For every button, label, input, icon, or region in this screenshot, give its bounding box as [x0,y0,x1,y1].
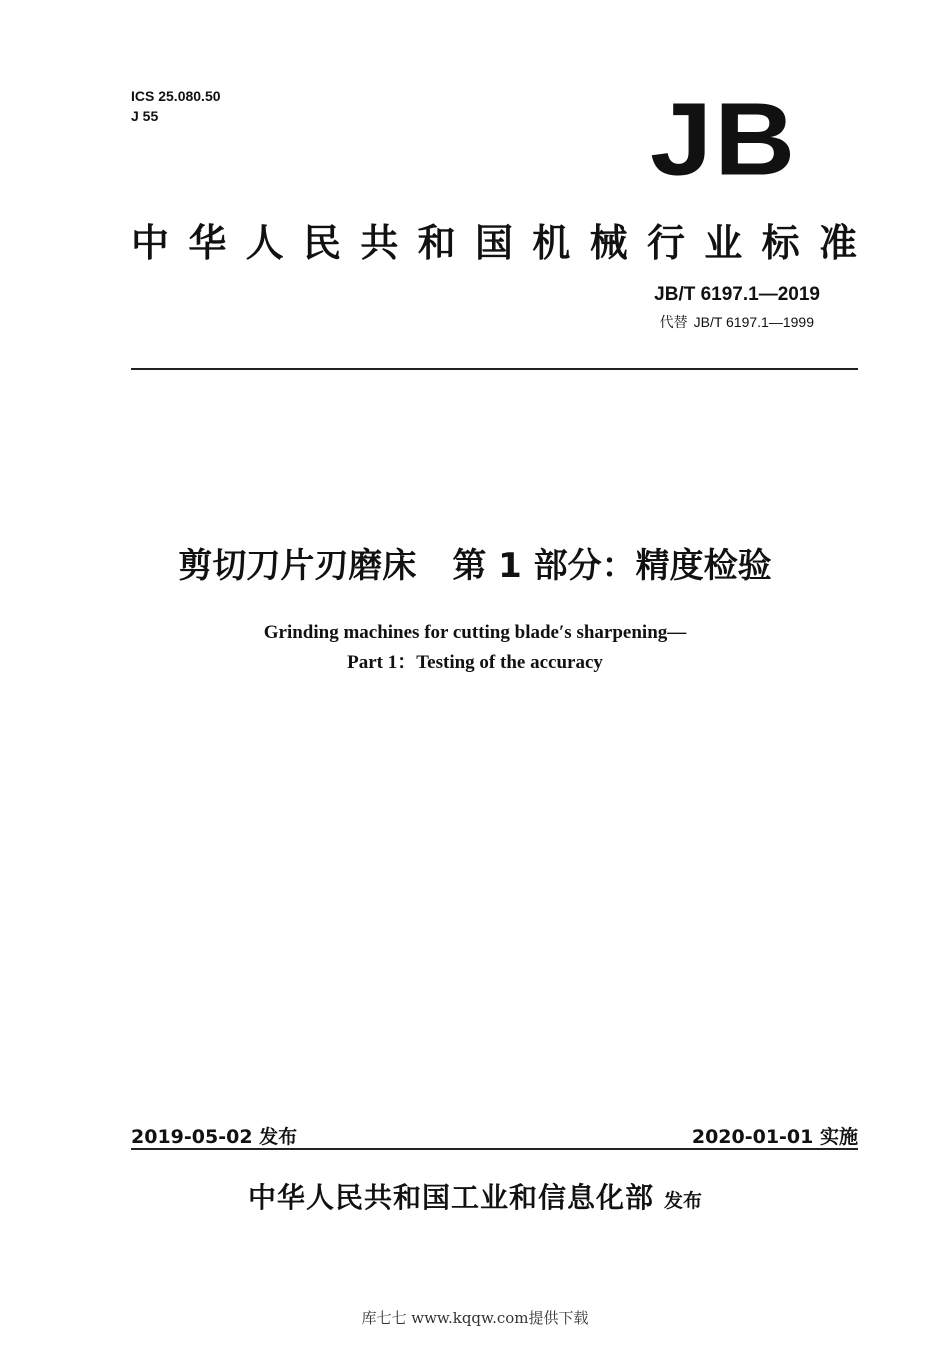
implement-date: 2020-01-01 实施 [691,1126,858,1148]
title-char: 械 [589,221,628,265]
title-char: 共 [360,221,399,265]
download-watermark: 库七七 www.kqqw.com提供下载 [361,1309,589,1327]
ccs-code: J 55 [131,108,159,124]
title-char: 人 [245,221,284,265]
title-char: 行 [646,221,685,265]
standard-category-title [131,212,857,267]
publish-date: 2019-05-02 发布 [131,1126,298,1148]
jb-logo: JB [650,81,798,197]
chinese-title-main: 剪切刀片刃磨床 [178,546,417,586]
chinese-title [0,538,950,587]
english-title [0,618,950,678]
replaces-label: 代替 [659,314,688,330]
standard-number: JB/T 6197.1—2019 [654,284,820,305]
header-divider [131,368,858,370]
replaces-number: JB/T 6197.1—1999 [693,314,814,330]
title-char: 业 [704,221,743,265]
title-char: 机 [532,221,571,265]
footer-divider [131,1148,858,1150]
classification-codes [131,86,221,126]
title-char: 国 [474,221,513,265]
title-char: 和 [417,221,456,265]
title-char: 华 [188,221,227,265]
issuing-organization: 中华人民共和国工业和信息化部 [247,1181,654,1214]
issue-verb: 发布 [664,1190,703,1212]
english-title-line1: Grinding machines for cutting blade′s sharpening— [263,622,687,643]
title-char: 准 [818,221,857,265]
replaces-note [660,312,820,332]
title-char: 中 [131,221,170,265]
issuer [0,1176,950,1216]
chinese-title-part: 第 1 部分：精度检验 [452,546,772,586]
english-title-line2: Part 1：Testing of the accuracy [347,652,603,673]
ics-code: ICS 25.080.50 [131,88,221,104]
title-char: 民 [302,221,341,265]
title-char: 标 [761,221,800,265]
